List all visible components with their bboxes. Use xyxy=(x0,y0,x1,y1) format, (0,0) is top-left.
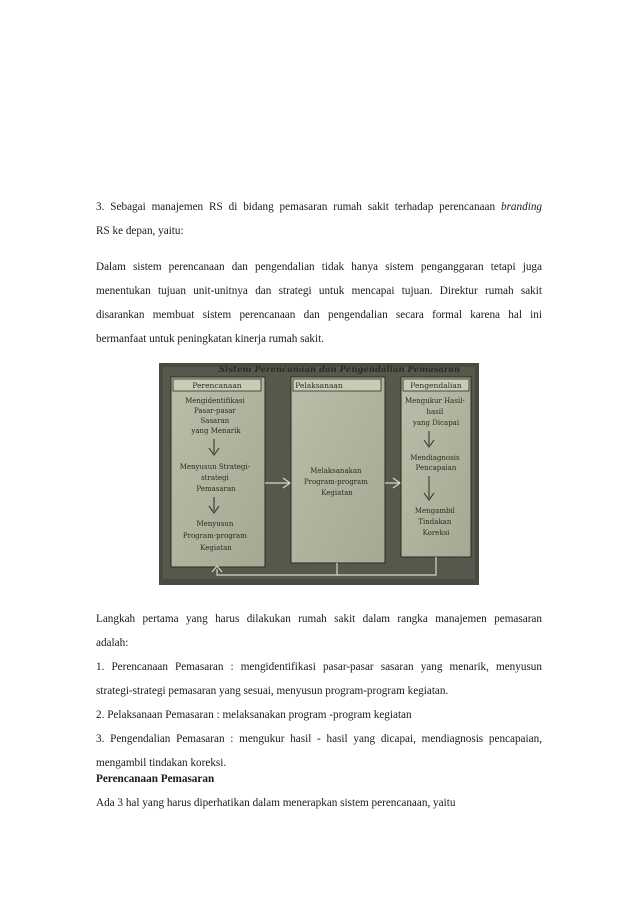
intro-line-1-text: 3. Sebagai manajemen RS di bidang pemasaran rumah sakit terhadap perencanaan xyxy=(96,201,496,213)
step-correct: Mengambil Tindakan Koreksi xyxy=(414,507,455,537)
column-header-pengendalian: Pengendalian xyxy=(410,381,462,390)
steps-paragraph xyxy=(96,607,542,775)
intro-paragraph xyxy=(96,195,542,243)
step-measure: Mengukur Hasil- hasil yang Dicapai xyxy=(404,397,465,427)
steps-line: adalah: xyxy=(96,637,129,649)
column-header-pelaksanaan: Pelaksanaan xyxy=(295,381,343,390)
column-perencanaan xyxy=(171,377,265,567)
step-strategy: Menyusun Strategi- strategi Pemasaran xyxy=(179,463,251,493)
intro-line-1 xyxy=(96,195,542,219)
step-identify: Mengidentifikasi Pasar-pasar Sasaran yang Menarik xyxy=(185,397,245,435)
section-text: Ada 3 hal yang harus diperhatikan dalam menerapkan sistem perencanaan, yaitu xyxy=(96,797,456,809)
step-diagnose: Mendiagnosis Pencapaian xyxy=(410,454,460,472)
diagram-title: Sistem Perencanaan dan Pengendalian Pemasaran xyxy=(219,365,461,375)
system-line: disarankan membuat sistem perencanaan dan pengendalian secara formal karena hal ini xyxy=(96,309,542,321)
intro-emphasis: branding xyxy=(500,201,543,213)
system-line: menentukan tujuan unit-unitnya dan strategi untuk mencapai tujuan. Direktur rumah sakit xyxy=(96,285,542,297)
column-pengendalian xyxy=(401,377,471,557)
steps-line: Langkah pertama yang harus dilakukan rumah sakit dalam rangka manajemen pemasaran xyxy=(96,613,542,625)
system-line: bermanfaat untuk peningkatan kinerja rumah sakit. xyxy=(96,333,325,345)
intro-line-2: RS ke depan, yaitu: xyxy=(96,225,184,237)
steps-line: strategi-strategi pemasaran yang sesuai, menyusun program-program kegiatan. xyxy=(96,685,449,697)
system-paragraph xyxy=(96,255,542,351)
steps-line: mengambil tindakan koreksi. xyxy=(96,757,227,769)
section-heading: Perencanaan Pemasaran xyxy=(96,773,215,785)
steps-line: 2. Pelaksanaan Pemasaran : melaksanakan program -program kegiatan xyxy=(96,709,412,721)
planning-control-diagram xyxy=(159,363,479,585)
system-line: Dalam sistem perencanaan dan pengendalian tidak hanya sistem penganggaran tetapi juga xyxy=(96,261,542,273)
section-block xyxy=(96,767,542,815)
steps-line: 1. Perencanaan Pemasaran : mengidentifikasi pasar-pasar sasaran yang menarik, menyusun xyxy=(96,661,542,673)
column-pelaksanaan xyxy=(291,377,385,563)
step-execute: Melaksanakan Program-program Kegiatan xyxy=(303,467,368,497)
column-header-perencanaan: Perencanaan xyxy=(192,381,242,390)
steps-line: 3. Pengendalian Pemasaran : mengukur hasil - hasil yang dicapai, mendiagnosis pencapaian, xyxy=(96,733,542,745)
step-program: Menyusun Program-program Kegiatan xyxy=(182,520,247,552)
